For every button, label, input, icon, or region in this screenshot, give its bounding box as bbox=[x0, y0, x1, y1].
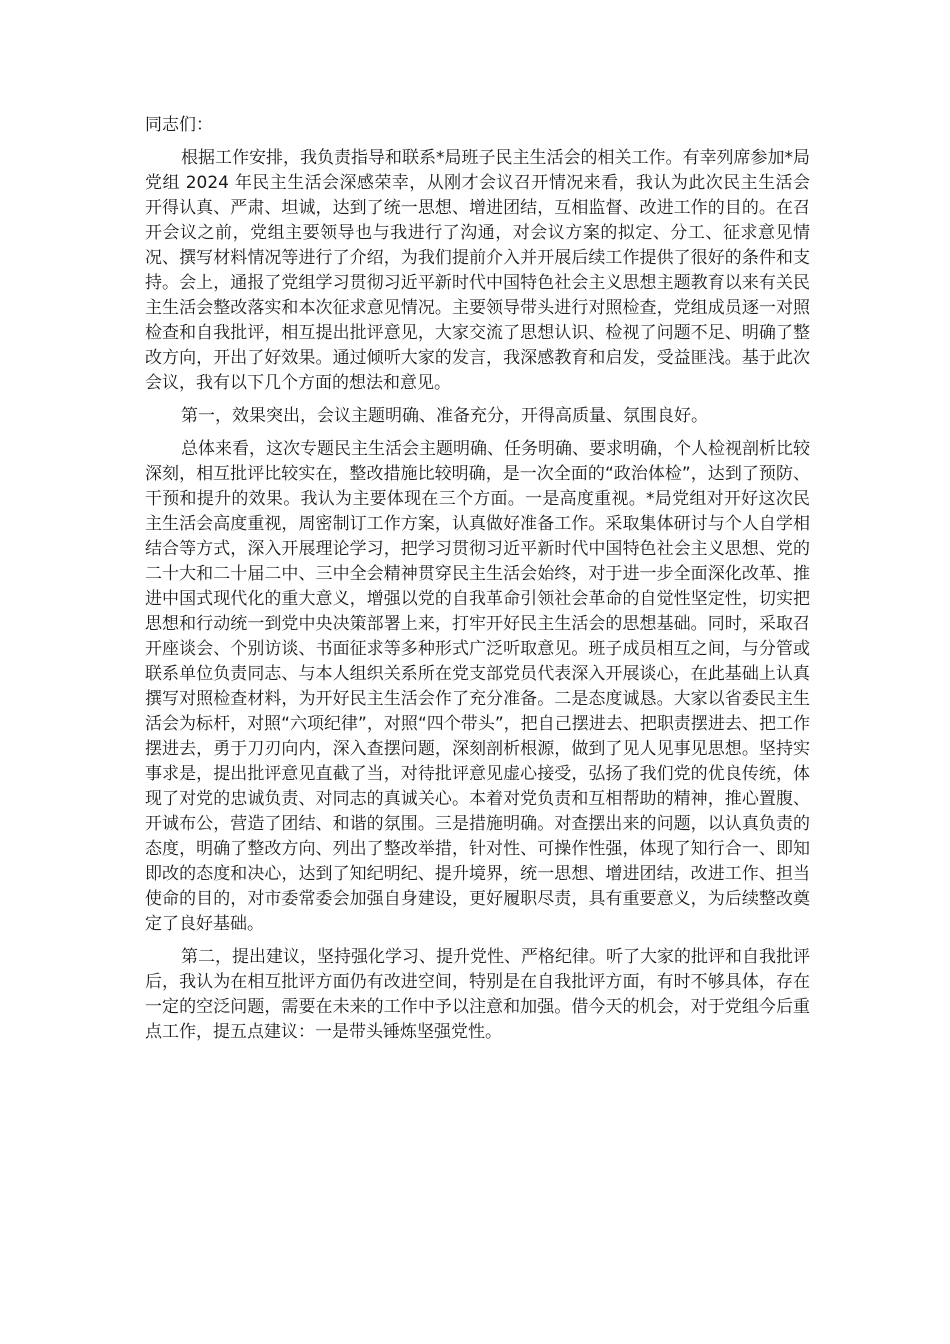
paragraph-point-two: 第二，提出建议，坚持强化学习、提升党性、严格纪律。听了大家的批评和自我批评后，我认为在相互批评方面仍有改进空间，特别是在自我批评方面，有时不够具体，存在一定的空泛问题，需要在未来的工作中予以注意和加强。借今天的机会，对于党组今后重点工作，提五点建议：一是带头锤炼坚强党性。 bbox=[145, 947, 810, 1042]
paragraph-point-one-body: 总体来看，这次专题民主生活会主题明确、任务明确、要求明确，个人检视剖析比较深刻，相互批评比较实在，整改措施比较明确，是一次全面的“政治体检”，达到了预防、干预和提升的效果。我认为主要体现在三个方面。一是高度重视。*局党组对开好这次民主生活会高度重视，周密制订工作方案，认真做好准备工作。采取集体研讨与个人自学相结合等方式，深入开展理论学习，把学习贯彻习近平新时代中国特色社会主义思想、党的二十大和二十届二中、三中全会精神贯穿民主生活会始终，对于进一步全面深化改革、推进中国式现代化的重大意义，增强以党的自我革命引领社会革命的自觉性坚定性，切实把思想和行动统一到党中央决策部署上来，打牢开好民主生活会的思想基础。同时，采取召开座谈会、个别访谈、书面征求等多种形式广泛听取意见。班子成员相互之间，与分管或联系单位负责同志、与本人组织关系所在党支部党员代表深入开展谈心，在此基础上认真撰写对照检查材料，为开好民主生活会作了充分准备。二是态度诚恳。大家以省委民主生活会为标杆，对照“六项纪律”，对照“四个带头”，把自己摆进去、把职责摆进去、把工作摆进去，勇于刀刃向内，深入查摆问题，深刻剖析根源，做到了见人见事见思想。坚持实事求是，提出批评意见直截了当，对待批评意见虚心接受，弘扬了我们党的优良传统，体现了对党的忠诚负责、对同志的真诚关心。本着对党负责和互相帮助的精神，推心置腹、开诚布公，营造了团结、和谐的氛围。三是措施明确。对查摆出来的问题，以认真负责的态度，明确了整改方向、列出了整改举措，针对性、可操作性强，体现了知行合一、即知即改的态度和决心，达到了知纪明纪、提升境界，统一思想、增进团结，改进工作、担当使命的目的，对市委常委会加强自身建设，更好履职尽责，具有重要意义，为后续整改奠定了良好基础。 bbox=[145, 439, 810, 934]
paragraph-point-one-heading: 第一，效果突出，会议主题明确、准备充分，开得高质量、氛围良好。 bbox=[181, 406, 708, 426]
paragraph-intro: 根据工作安排，我负责指导和联系*局班子民主生活会的相关工作。有幸列席参加*局党组 2024 年民主生活会深感荣幸，从刚才会议召开情况来看，我认为此次民主生活会开得认真、严肃、坦诚，达到了统一思想、增进团结，互相监督、改进工作的目的。在召开会议之前，党组主要领导也与我进行了沟通，对会议方案的拟定、分工、征求意见情况、撰写材料情况等进行了介绍，为我们提前介入并开展后续工作提供了很好的条件和支持。会上，通报了党组学习贯彻习近平新时代中国特色社会主义思想主题教育以来有关民主生活会整改落实和本次征求意见情况。主要领导带头进行对照检查，党组成员逐一对照检查和自我批评，相互提出批评意见，大家交流了思想认识、检视了问题不足、明确了整改方向，开出了好效果。通过倾听大家的发言，我深感教育和启发，受益匪浅。基于此次会议，我有以下几个方面的想法和意见。 bbox=[145, 148, 810, 393]
salutation: 同志们： bbox=[145, 115, 213, 135]
document-page bbox=[145, 113, 810, 1053]
